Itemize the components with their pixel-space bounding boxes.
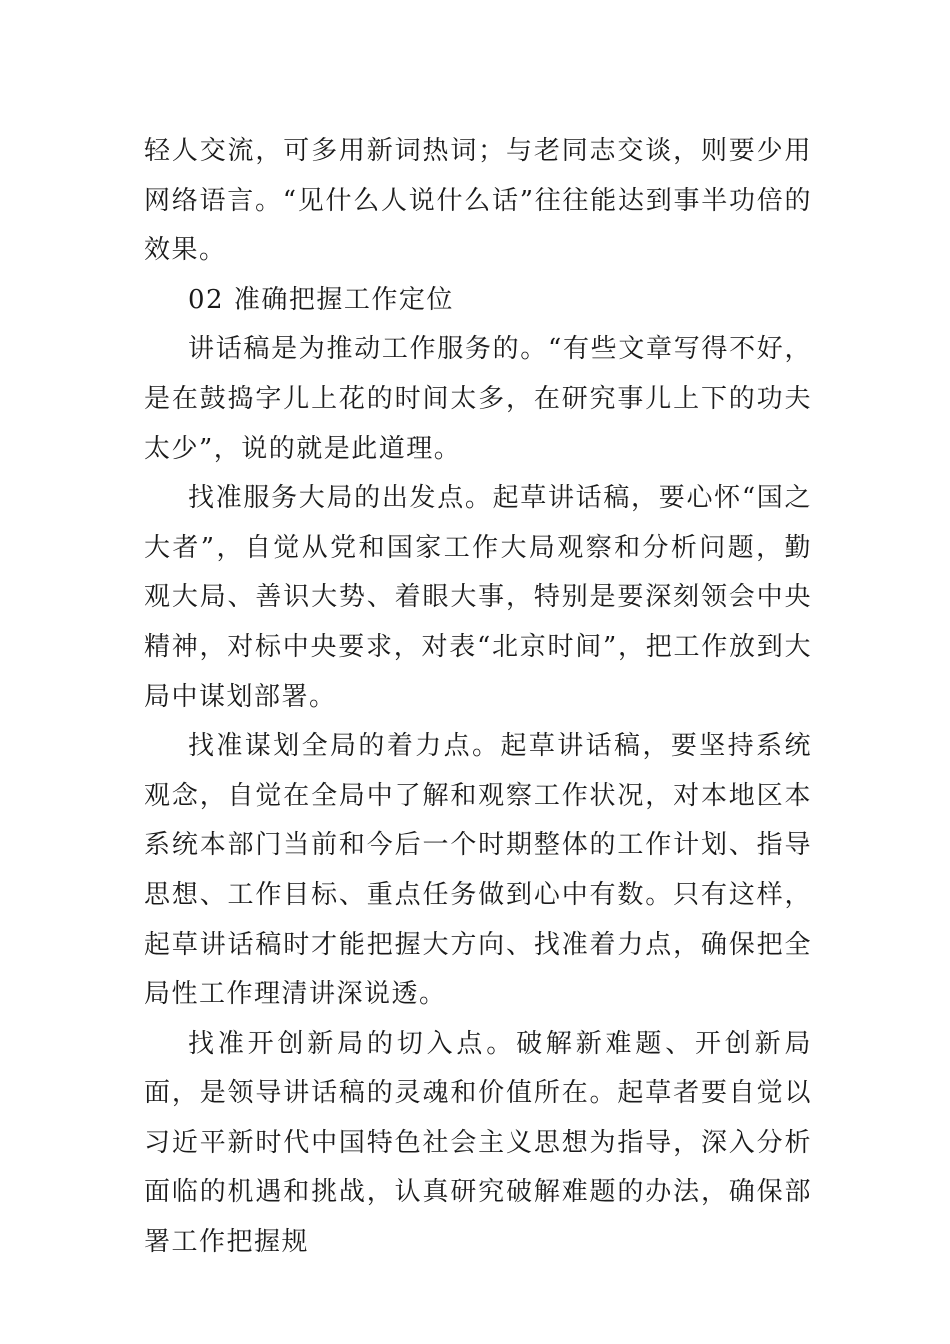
paragraph-overall-situation: 找准服务大局的出发点。起草讲话稿，要心怀“国之大者”，自觉从党和国家工作大局观察和分析问题，勤观大局、善识大势、着眼大事，特别是要深刻领会中央精神，对标中央要求，对表“北京时间”，把工作放到大局中谋划部署。 bbox=[144, 483, 812, 712]
paragraph-intro: 讲话稿是为推动工作服务的。“有些文章写得不好，是在鼓捣字儿上花的时间太多，在研究事儿上下的功夫太少”，说的就是此道理。 bbox=[144, 334, 812, 464]
section-heading: 02 准确把握工作定位 bbox=[188, 284, 454, 315]
paragraph-continuation: 轻人交流，可多用新词热词；与老同志交谈，则要少用网络语言。“见什么人说什么话”往往能达到事半功倍的效果。 bbox=[144, 136, 812, 266]
document-body bbox=[144, 127, 812, 1268]
paragraph-global-planning: 找准谋划全局的着力点。起草讲话稿，要坚持系统观念，自觉在全局中了解和观察工作状况，对本地区本系统本部门当前和今后一个时期整体的工作计划、指导思想、工作目标、重点任务做到心中有数。只有这样，起草讲话稿时才能把握大方向、找准着力点，确保把全局性工作理清讲深说透。 bbox=[144, 731, 812, 1010]
paragraph-new-situation: 找准开创新局的切入点。破解新难题、开创新局面，是领导讲话稿的灵魂和价值所在。起草者要自觉以习近平新时代中国特色社会主义思想为指导，深入分析面临的机遇和挑战，认真研究破解难题的办法，确保部署工作把握规 bbox=[144, 1028, 812, 1258]
